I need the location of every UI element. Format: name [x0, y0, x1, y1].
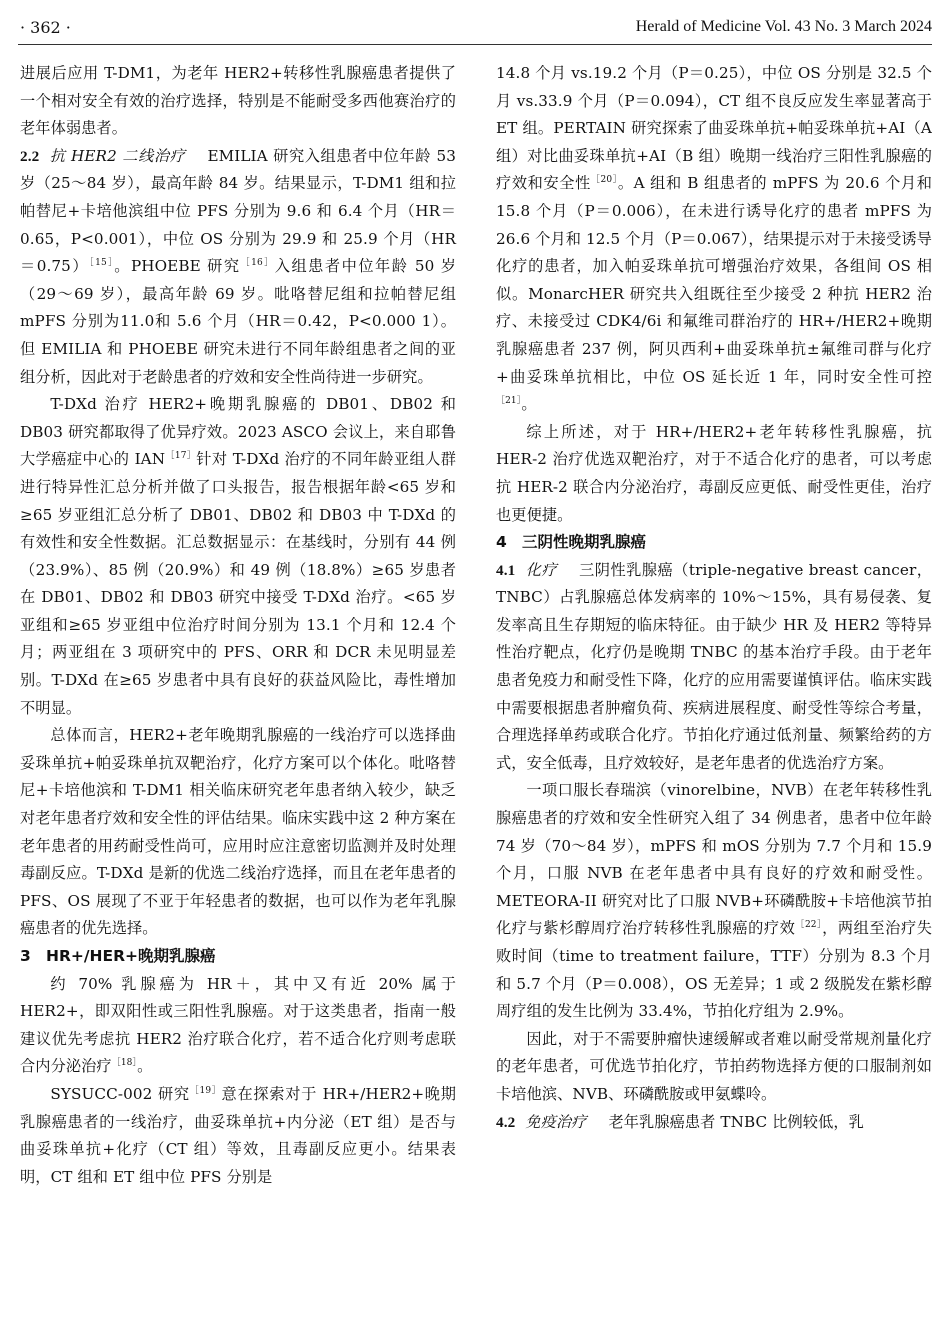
paragraph-text: 老年乳腺癌患者 TNBC 比例较低，乳	[608, 1112, 864, 1131]
journal-header: Herald of Medicine Vol. 43 No. 3 March 2024	[635, 18, 932, 35]
paragraph-text: 。	[137, 1057, 153, 1076]
paragraph-text: 一项口服长春瑞滨（vinorelbine，NVB）在老年转移性乳腺癌患者的疗效和安全性研究入组了 34 例患者，患者中位年龄 74 岁（70～84 岁），mPFS 和 mOS 分别为 7.7 个月和 15.9 个月，口服 NVB 在老年患者中具有良好的疗效和耐受性。METEORA-II 研究对比了口服 NVB+环磷酰胺+卡培他滨节拍化疗与紫杉醇周疗治疗转移性乳腺癌的疗效	[496, 781, 932, 938]
paragraph-text: 入组患者中位年龄 50 岁（29～69 岁），最高年龄 69 岁。吡咯替尼组和拉帕替尼组 mPFS 分别为11.0和 5.6 个月（HR＝0.42，P<0.000 1）。但 EMILIA 和 PHOEBE 研究未进行不同年龄组患者之间的亚组分析，因此对于老龄患者的疗效和安全性尚待进一步研究。	[20, 257, 456, 386]
paragraph	[496, 777, 932, 1025]
paragraph-text: 针对 T-DXd 治疗的不同年龄亚组人群进行特异性汇总分析并做了口头报告，报告根据年龄<65 岁和≥65 岁亚组汇总分析了 DB01、DB02 和 DB03 中 T-DXd 的有效性和安全性数据。汇总数据显示：在基线时，分别有 44 例（23.9%）、85 例（20.9%）和 49 例（18.8%）≥65 岁患者在 DB01、DB02 和 DB03 研究中接受 T-DXd 治疗。<65 岁亚组和≥65 岁亚组中位治疗时间分别为 13.1 个月和 12.4 个月；两亚组在 3 项研究中的 PFS、ORR 和 DCR 未见明显差别。T-DXd 在≥65 岁患者中具有良好的获益风险比，毒性增加不明显。	[20, 450, 456, 717]
left-column	[20, 60, 456, 1191]
section-title: HR+/HER+晚期乳腺癌	[46, 947, 216, 965]
right-column	[496, 60, 932, 1136]
page-number: · 362 ·	[20, 18, 71, 37]
paragraph	[496, 60, 932, 419]
paragraph: 因此，对于不需要肿瘤快速缓解或者难以耐受常规剂量化疗的老年患者，可优选节拍化疗，节拍药物选择方便的口服制剂如卡培他滨、NVB、环磷酰胺或甲氨蝶呤。	[496, 1029, 932, 1103]
paragraph-text: ，两组至治疗失败时间（time to treatment failure，TTF）分别为 8.3 个月和 5.7 个月（P＝0.008），OS 无差异；1 或 2 级脱发在紫杉醇周疗组的发生比例为 33.4%，节拍化疗组为 2.9%。	[496, 919, 932, 1021]
paragraph	[20, 971, 456, 1081]
paragraph-text: 14.8 个月 vs.19.2 个月（P＝0.25），中位 OS 分别是 32.5 个月 vs.33.9 个月（P＝0.094），CT 组不良反应发生率显著高于 ET 组。PERTAIN 研究探索了曲妥珠单抗+帕妥珠单抗+AI（A 组）对比曲妥珠单抗+AI（B 组）晚期一线治疗三阳性乳腺癌的疗效和安全性	[496, 64, 932, 193]
paragraph-text: 。PHOEBE 研究	[114, 257, 241, 276]
section-2-2	[20, 143, 456, 391]
paragraph: 进展后应用 T-DM1，为老年 HER2+转移性乳腺癌患者提供了一个相对安全有效的治疗选择，特别是不能耐受多西他赛治疗的老年体弱患者。	[20, 64, 456, 138]
citation: ［19］	[189, 1085, 222, 1096]
section-title: 抗 HER2 二线治疗	[49, 146, 186, 165]
section-3-heading	[20, 943, 456, 971]
section-number: 4.2	[496, 1113, 516, 1131]
section-number: 4.1	[496, 561, 516, 579]
paragraph-text: 三阴性乳腺癌（triple-negative breast cancer，TNBC）占乳腺癌总体发病率的 10%～15%，具有易侵袭、复发率高且生存期短的临床特征。由于缺少 HR 及 HER2 等特异性治疗靶点，化疗仍是晚期 TNBC 的基本治疗手段。由于老年患者免疫力和耐受性下降，化疗的应用需要谨慎评估。临床实践中需要根据患者肿瘤负荷、疾病进展程度、耐受性等综合考量，合理选择单药或联合化疗。节拍化疗通过低剂量、频繁给药的方式，安全低毒，且疗效较好，是老年患者的优选治疗方案。	[496, 560, 932, 772]
section-number: 2.2	[20, 147, 40, 165]
paragraph-text: 。	[521, 395, 537, 414]
section-title: 化疗	[525, 560, 558, 579]
paragraph-text: EMILIA 研究入组患者中位年龄 53 岁（25～84 岁），最高年龄 84 岁。结果显示，T-DM1 组和拉帕替尼+卡培他滨组中位 PFS 分别为 9.6 和 6.4 个月（HR＝0.65，P<0.001），中位 OS 分别为 29.9 和 25.9 个月（HR＝0.75）	[20, 146, 457, 276]
paragraph-text: 约 70% 乳腺癌为 HR＋，其中又有近 20% 属于 HER2+，即双阳性或三阳性乳腺癌。对于这类患者，指南一般建议优先考虑抗 HER2 治疗联合化疗，若不适合化疗则考虑联合内分泌治疗	[20, 974, 456, 1076]
section-title: 三阴性晚期乳腺癌	[522, 533, 647, 552]
paragraph: 综上所述，对于 HR+/HER2+老年转移性乳腺癌，抗 HER-2 治疗优选双靶治疗，对于不适合化疗的患者，可以考虑抗 HER-2 联合内分泌治疗，毒副反应更低、耐受性更佳，治疗也更便捷。	[496, 422, 932, 524]
section-4-2	[496, 1109, 932, 1137]
section-4-1	[496, 557, 932, 778]
citation: ［16］	[240, 258, 275, 269]
section-number: 4	[496, 533, 507, 552]
paragraph	[20, 391, 456, 722]
citation: ［15］	[89, 258, 115, 269]
paragraph-text: T-DXd 治疗 HER2+晚期乳腺癌的 DB01、DB02 和 DB03 研究都取得了优异疗效。2023 ASCO 会议上，来自耶鲁大学癌症中心的 IAN	[20, 395, 456, 469]
paragraph: 总体而言，HER2+老年晚期乳腺癌的一线治疗可以选择曲妥珠单抗+帕妥珠单抗双靶治疗，化疗方案可以个体化。吡咯替尼+卡培他滨和 T-DM1 相关临床研究老年患者纳入较少，缺乏对老年患者疗效和安全性的评估结果。临床实践中这 2 种方案在老年患者的用药耐受性尚可，应用时应注意密切监测并及时处理毒副反应。T-DXd 是新的优选二线治疗选择，而且在老年患者的 PFS、OS 展现了不亚于年轻患者的数据，也可以作为老年乳腺癌患者的优先选择。	[20, 726, 456, 938]
header-divider	[18, 44, 932, 45]
paragraph-text: SYSUCC-002 研究	[50, 1084, 190, 1103]
citation: ［20］	[590, 175, 618, 186]
citation: ［18］	[111, 1058, 138, 1069]
section-title: 免疫治疗	[525, 1112, 587, 1131]
section-number: 3	[20, 947, 31, 965]
citation: ［17］	[165, 451, 197, 462]
paragraph	[20, 1081, 456, 1191]
citation: ［21］	[496, 396, 522, 407]
paragraph-text: 。A 组和 B 组患者的 mPFS 为 20.6 个月和 15.8 个月（P＝0.006），在未进行诱导化疗的患者 mPFS 为 26.6 个月和 12.5 个月（P＝0.067），结果提示对于未接受诱导化疗的患者，加入帕妥珠单抗可增强治疗效果，各组间 OS 相似。MonarcHER 研究共入组既往至少接受 2 种抗 HER2 治疗、未接受过 CDK4/6i 和氟维司群治疗的 HR+/HER2+晚期乳腺癌患者 237 例，阿贝西利+曲妥珠单抗±氟维司群与化疗+曲妥珠单抗相比，中位 OS 延长近 1 年，同时安全性可控	[496, 174, 932, 386]
citation: ［22］	[795, 920, 823, 931]
paragraph-text: 意在探索对于 HR+/HER2+晚期乳腺癌患者的一线治疗，曲妥珠单抗+内分泌（ET 组）是否与曲妥珠单抗+化疗（CT 组）等效，且毒副反应更小。结果表明，CT 组和 ET 组中位 PFS 分别是	[20, 1084, 456, 1186]
section-4-heading	[496, 529, 932, 557]
